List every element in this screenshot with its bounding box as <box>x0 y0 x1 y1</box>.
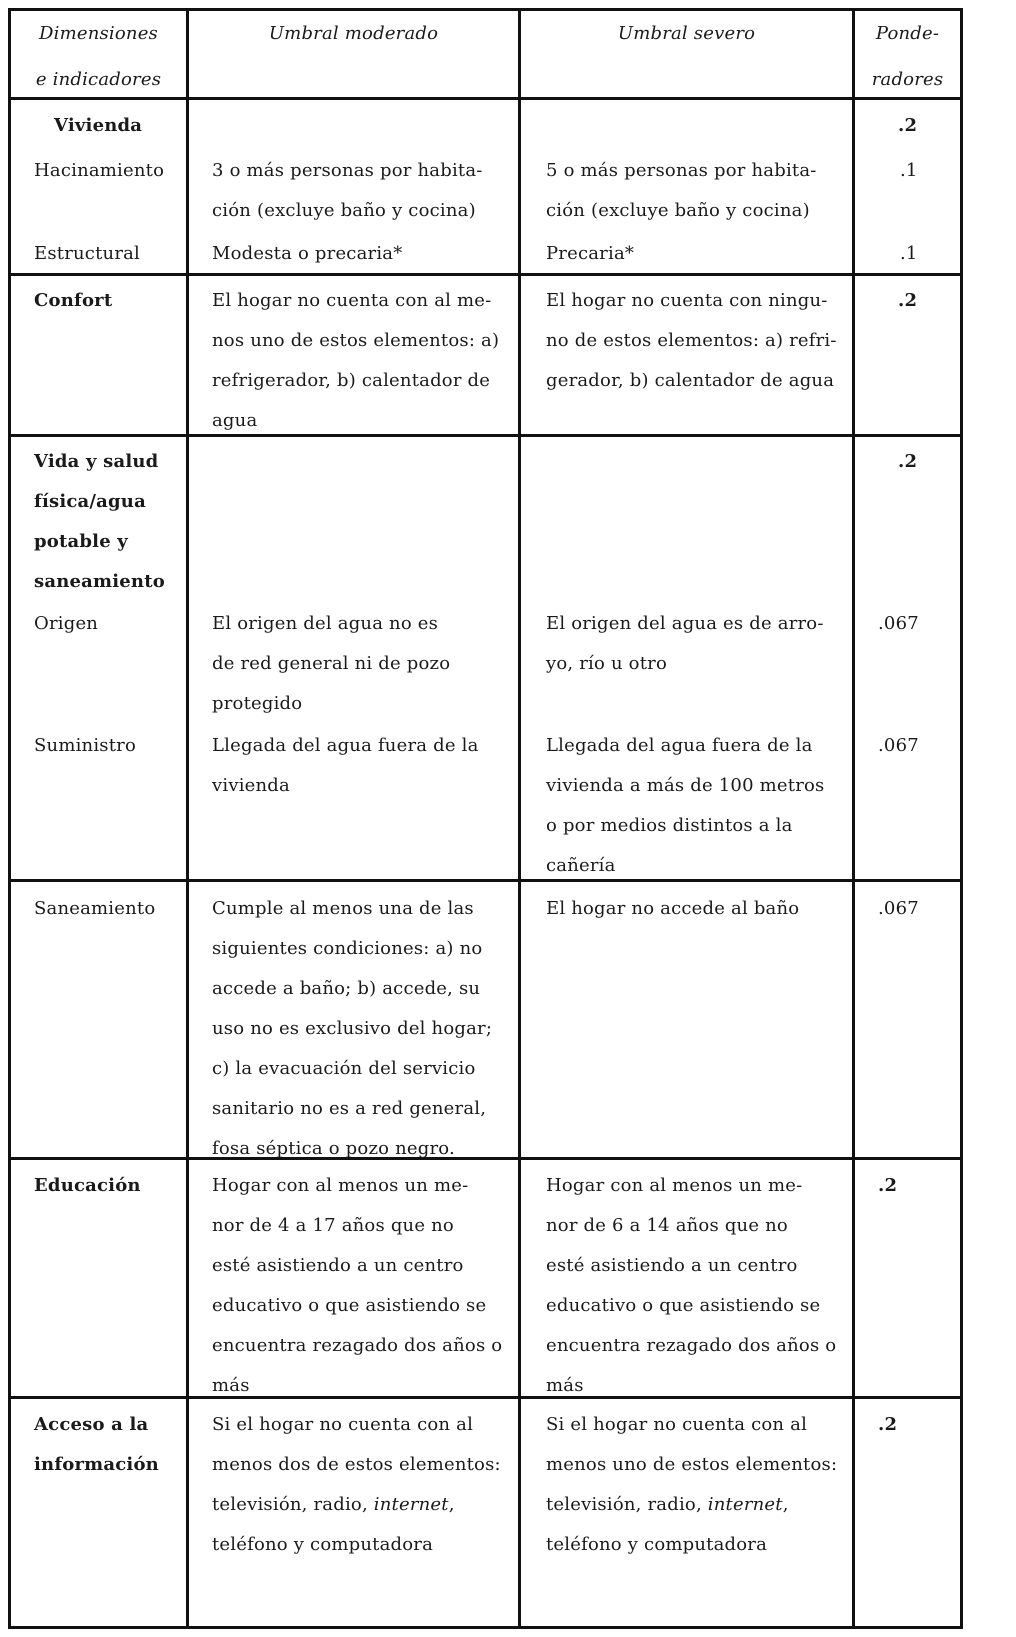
text-line: ción (excluye baño y cocina) <box>546 200 810 221</box>
text-line: El origen del agua no es <box>212 613 439 634</box>
text-line: c) la evacuación del servicio <box>212 1058 476 1079</box>
weight-hacinamiento: .1 <box>900 160 918 181</box>
table-border-left <box>8 8 11 1629</box>
confort-severo <box>546 281 856 401</box>
dimension-confort: Confort <box>34 290 113 311</box>
header-umbral-moderado <box>189 11 518 57</box>
text-line: educativo o que asistiendo se <box>546 1295 821 1316</box>
header-dimensiones-line2: e indicadores <box>35 69 162 90</box>
text-line: El hogar no cuenta con ningu- <box>546 290 828 311</box>
confort-moderado <box>212 281 522 441</box>
text-line: esté asistiendo a un centro <box>212 1255 464 1276</box>
header-umbral-severo-text: Umbral severo <box>617 23 756 44</box>
educacion-severo <box>546 1166 856 1406</box>
weight-estructural: .1 <box>900 243 918 264</box>
text-line: accede a baño; b) accede, su <box>212 978 481 999</box>
text-line: teléfono y computadora <box>212 1534 433 1555</box>
weight-educacion: .2 <box>878 1175 898 1196</box>
weight-origen: .067 <box>878 613 919 634</box>
text-span: televisión, radio, <box>546 1494 708 1515</box>
dimension-acceso-informacion <box>34 1405 194 1485</box>
text-span: , <box>448 1494 455 1515</box>
text-line: nos uno de estos elementos: a) <box>212 330 500 351</box>
informacion-severo <box>546 1405 856 1565</box>
weight-acceso-informacion: .2 <box>878 1414 898 1435</box>
indicator-estructural: Estructural <box>34 243 141 264</box>
hacinamiento-severo <box>546 151 856 231</box>
text-line: El origen del agua es de arro- <box>546 613 824 634</box>
text-line: más <box>212 1375 250 1396</box>
text-span: televisión, radio, <box>212 1494 374 1515</box>
text-line: vivienda a más de 100 metros <box>546 775 825 796</box>
informacion-moderado <box>212 1405 522 1565</box>
text-line: no de estos elementos: a) refri- <box>546 330 837 351</box>
dimension-educacion: Educación <box>34 1175 141 1196</box>
text-line: refrigerador, b) calentador de <box>212 370 491 391</box>
text-line: menos dos de estos elementos: <box>212 1454 501 1475</box>
text-line: Hogar con al menos un me- <box>212 1175 469 1196</box>
text-line: esté asistiendo a un centro <box>546 1255 798 1276</box>
weight-suministro: .067 <box>878 735 919 756</box>
text-line: ción (excluye baño y cocina) <box>212 200 476 221</box>
header-dimensiones-line1: Dimensiones <box>38 23 158 44</box>
saneamiento-severo: El hogar no accede al baño <box>546 898 800 919</box>
header-ponderadores-line1: Ponde- <box>875 23 940 44</box>
suministro-moderado <box>212 726 522 806</box>
dimension-vida-salud <box>34 442 194 602</box>
indicator-hacinamiento: Hacinamiento <box>34 160 165 181</box>
text-line: siguientes condiciones: a) no <box>212 938 483 959</box>
text-line: Si el hogar no cuenta con al <box>546 1414 808 1435</box>
internet-term: internet <box>373 1494 449 1515</box>
table-border-bottom <box>8 1626 963 1629</box>
text-line: Vida y salud <box>34 451 159 472</box>
header-ponderadores-line2: radores <box>871 69 944 90</box>
text-span: , <box>782 1494 789 1515</box>
indicator-suministro: Suministro <box>34 735 137 756</box>
text-line: Acceso a la <box>34 1414 149 1435</box>
text-line: de red general ni de pozo <box>212 653 451 674</box>
text-line: teléfono y computadora <box>546 1534 767 1555</box>
text-line: información <box>34 1454 159 1475</box>
text-line: agua <box>212 410 258 431</box>
internet-term: internet <box>707 1494 783 1515</box>
text-line: más <box>546 1375 584 1396</box>
text-line: Cumple al menos una de las <box>212 898 474 919</box>
hacinamiento-moderado <box>212 151 522 231</box>
text-line: encuentra rezagado dos años o <box>546 1335 837 1356</box>
text-line: Llegada del agua fuera de la <box>212 735 479 756</box>
text-line: yo, río u otro <box>546 653 667 674</box>
text-line: vivienda <box>212 775 290 796</box>
header-umbral-severo <box>521 11 852 57</box>
weight-saneamiento: .067 <box>878 898 919 919</box>
text-line: 3 o más personas por habita- <box>212 160 483 181</box>
text-line <box>546 1485 856 1525</box>
header-ponderadores <box>855 11 960 103</box>
header-umbral-moderado-text: Umbral moderado <box>268 23 439 44</box>
origen-moderado <box>212 604 522 724</box>
saneamiento-moderado <box>212 889 522 1169</box>
text-line: gerador, b) calentador de agua <box>546 370 835 391</box>
indicators-table <box>8 8 1008 1629</box>
origen-severo <box>546 604 856 684</box>
weight-confort: .2 <box>898 290 918 311</box>
text-line: uso no es exclusivo del hogar; <box>212 1018 493 1039</box>
text-line: nor de 6 a 14 años que no <box>546 1215 788 1236</box>
text-line: encuentra rezagado dos años o <box>212 1335 503 1356</box>
text-line: nor de 4 a 17 años que no <box>212 1215 454 1236</box>
text-line: menos uno de estos elementos: <box>546 1454 838 1475</box>
text-line: sanitario no es a red general, <box>212 1098 487 1119</box>
estructural-severo: Precaria* <box>546 243 635 264</box>
indicator-saneamiento: Saneamiento <box>34 898 156 919</box>
weight-vida-salud: .2 <box>898 451 918 472</box>
text-line: cañería <box>546 855 616 876</box>
text-line: Si el hogar no cuenta con al <box>212 1414 474 1435</box>
weight-vivienda: .2 <box>898 115 918 136</box>
table-border-right <box>960 8 963 1629</box>
dimension-vivienda: Vivienda <box>54 115 143 136</box>
text-line: física/agua <box>34 491 146 512</box>
text-line: Llegada del agua fuera de la <box>546 735 813 756</box>
text-line: o por medios distintos a la <box>546 815 793 836</box>
text-line: protegido <box>212 693 303 714</box>
text-line <box>212 1485 522 1525</box>
text-line: 5 o más personas por habita- <box>546 160 817 181</box>
text-line: potable y <box>34 531 128 552</box>
text-line: El hogar no cuenta con al me- <box>212 290 492 311</box>
indicator-origen: Origen <box>34 613 99 634</box>
educacion-moderado <box>212 1166 522 1406</box>
text-line: saneamiento <box>34 571 165 592</box>
suministro-severo <box>546 726 856 886</box>
text-line: fosa séptica o pozo negro. <box>212 1138 455 1159</box>
text-line: educativo o que asistiendo se <box>212 1295 487 1316</box>
text-line: Hogar con al menos un me- <box>546 1175 803 1196</box>
header-dimensiones <box>11 11 186 103</box>
estructural-moderado: Modesta o precaria* <box>212 243 403 264</box>
